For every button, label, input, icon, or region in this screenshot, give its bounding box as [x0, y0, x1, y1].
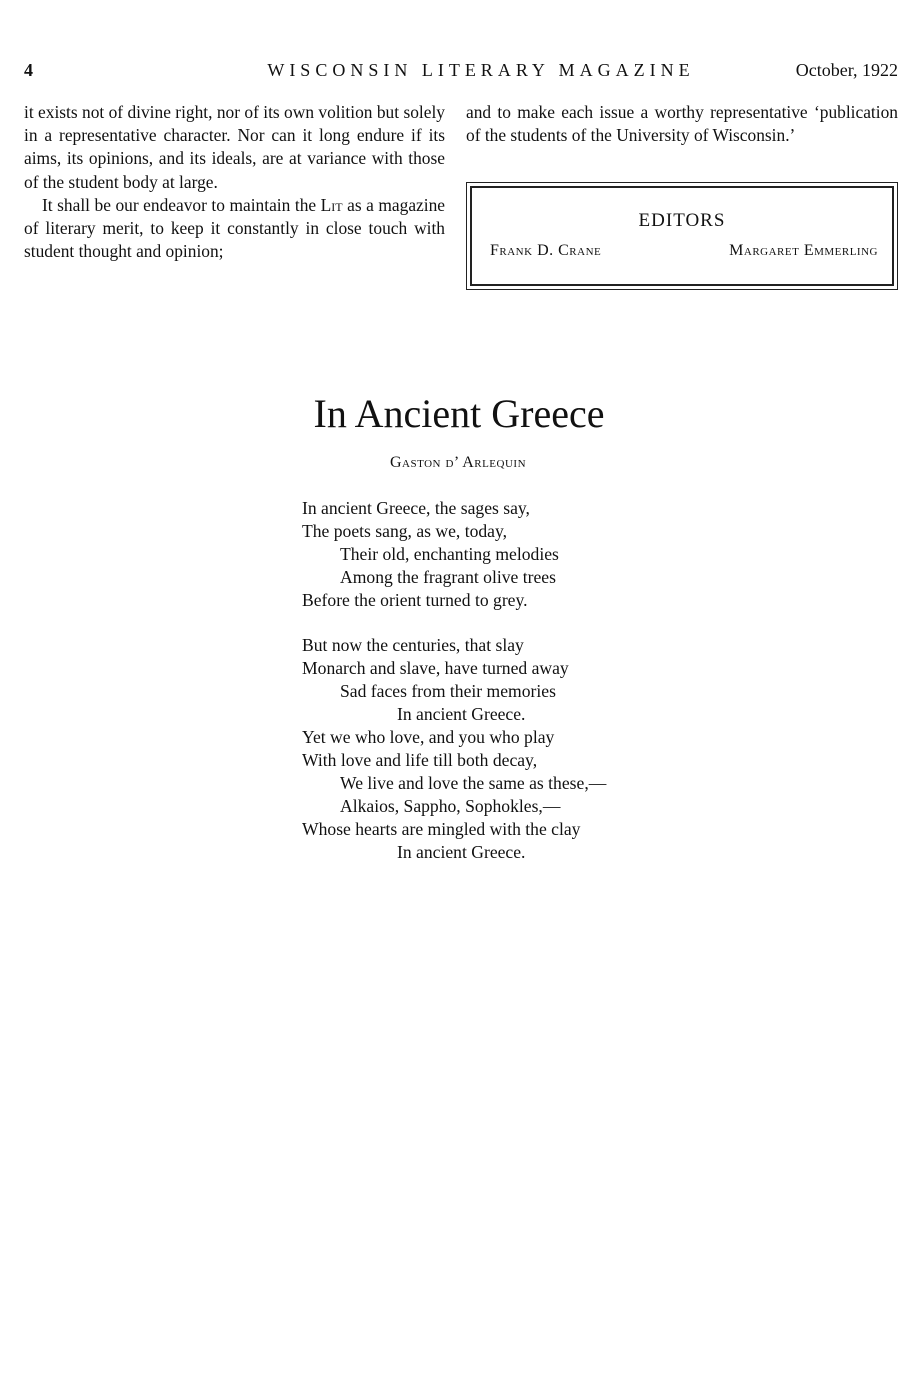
paragraph [24, 194, 445, 264]
poem-line: Among the fragrant olive trees [340, 567, 556, 587]
poem-title: In Ancient Greece [313, 391, 605, 436]
poem-line: Their old, enchanting melodies [340, 544, 559, 564]
poem-line: Monarch and slave, have turned away [302, 658, 569, 678]
paragraph: it exists not of divine right, nor of its own volition but solely in a representative character. Nor can it long endure if its aims, its opinions, and its ideals, are at variance with those of the student body at large. [24, 102, 445, 192]
poem-line: But now the centuries, that slay [302, 635, 524, 655]
poem-line: Alkaios, Sappho, Sophokles,— [340, 796, 561, 816]
paragraph: and to make each issue a worthy representative ‘publication of the students of the University of Wisconsin.’ [466, 102, 898, 146]
poem-line: Whose hearts are mingled with the clay [302, 819, 581, 839]
poem-author: Gaston d’ Arlequin [389, 454, 527, 471]
editors-heading: EDITORS [638, 210, 726, 231]
left-column [24, 101, 445, 263]
page-number: 4 [24, 60, 33, 80]
editors-box [466, 182, 898, 290]
right-column [466, 101, 898, 147]
poem-line: In ancient Greece. [397, 704, 526, 724]
stanza-break [302, 612, 702, 634]
lit-abbreviation: Lit [320, 194, 343, 215]
running-header [24, 60, 898, 86]
poem-line: Before the orient turned to grey. [302, 590, 528, 610]
editors-box-inner [470, 186, 894, 286]
paragraph-text: as a magazine of literary merit, to keep it constantly in close touch with student thought and opinion; [24, 194, 446, 262]
editor-name: Margaret Emmerling [729, 242, 878, 259]
poem-line: In ancient Greece. [397, 842, 526, 862]
poem-line: Sad faces from their memories [340, 681, 556, 701]
editor-name: Frank D. Crane [490, 242, 602, 259]
poem-line: We live and love the same as these,— [340, 773, 607, 793]
editors-names [490, 242, 878, 260]
poem-line: With love and life till both decay, [302, 750, 538, 770]
issue-date: October, 1922 [795, 60, 898, 80]
poem-line: The poets sang, as we, today, [302, 521, 508, 541]
poem-line: In ancient Greece, the sages say, [302, 498, 530, 518]
poem-body [302, 497, 702, 864]
magazine-title: WISCONSIN LITERARY MAGAZINE [267, 60, 695, 80]
paragraph-text: It shall be our endeavor to maintain the [42, 194, 321, 215]
poem-line: Yet we who love, and you who play [302, 727, 555, 747]
